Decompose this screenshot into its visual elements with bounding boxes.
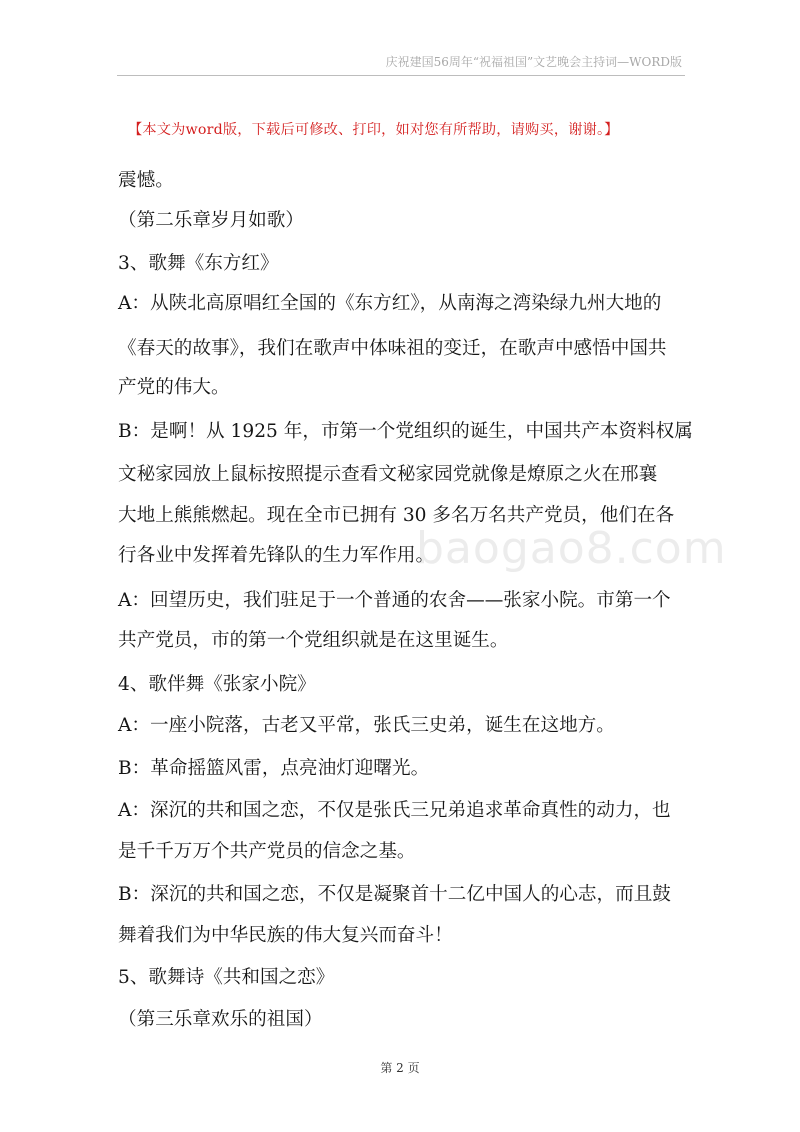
body-line: 产党的伟大。 xyxy=(118,377,230,398)
page-number: 第 2 页 xyxy=(380,1061,420,1075)
body-line: 大地上熊熊燃起。现在全市已拥有 30 多名万名共产党员，他们在各 xyxy=(118,505,675,526)
watermark-text: baogao8.com xyxy=(416,523,727,574)
body-line: B：是啊！从 1925 年，市第一个党组织的诞生，中国共产本资料权属 xyxy=(118,421,693,442)
body-line: 4、歌伴舞《张家小院》 xyxy=(118,674,316,695)
body-line: 共产党员，市的第一个党组织就是在这里诞生。 xyxy=(118,630,509,651)
header-divider xyxy=(117,75,685,76)
body-line: （第二乐章岁月如歌） xyxy=(118,210,304,231)
body-line: 文秘家园放上鼠标按照提示查看文秘家园党就像是燎原之火在邢襄 xyxy=(118,464,658,485)
download-notice: 【本文为word版，下载后可修改、打印，如对您有所帮助，请购买，谢谢。】 xyxy=(128,122,619,138)
body-line: 3、歌舞《东方红》 xyxy=(118,253,279,274)
body-line: B：深沉的共和国之恋，不仅是凝聚首十二亿中国人的心志，而且鼓 xyxy=(118,884,671,905)
body-line: 《春天的故事》，我们在歌声中体味祖的变迁，在歌声中感悟中国共 xyxy=(118,338,667,359)
body-line: 是千千万万个共产党员的信念之基。 xyxy=(118,841,416,862)
body-line: A：回望历史，我们驻足于一个普通的农舍——张家小院。市第一个 xyxy=(118,590,671,611)
body-line: A：从陕北高原唱红全国的《东方红》，从南海之湾染绿九州大地的 xyxy=(118,293,662,314)
body-line: 行各业中发挥着先锋队的生力军作用。 xyxy=(118,545,435,566)
body-line: 震憾。 xyxy=(118,170,174,191)
body-line: （第三乐章欢乐的祖国） xyxy=(118,1009,323,1030)
body-line: 舞着我们为中华民族的伟大复兴而奋斗！ xyxy=(118,925,453,946)
body-line: B：革命摇篮风雷，点亮油灯迎曙光。 xyxy=(118,758,430,779)
body-line: A：一座小院落，古老又平常，张氏三史弟，诞生在这地方。 xyxy=(118,715,615,736)
body-line: 5、歌舞诗《共和国之恋》 xyxy=(118,967,335,988)
body-line: A：深沉的共和国之恋，不仅是张氏三兄弟追求革命真性的动力，也 xyxy=(118,800,671,821)
header-title: 庆祝建国56周年“祝福祖国”文艺晚会主持词—WORD版 xyxy=(385,55,682,69)
